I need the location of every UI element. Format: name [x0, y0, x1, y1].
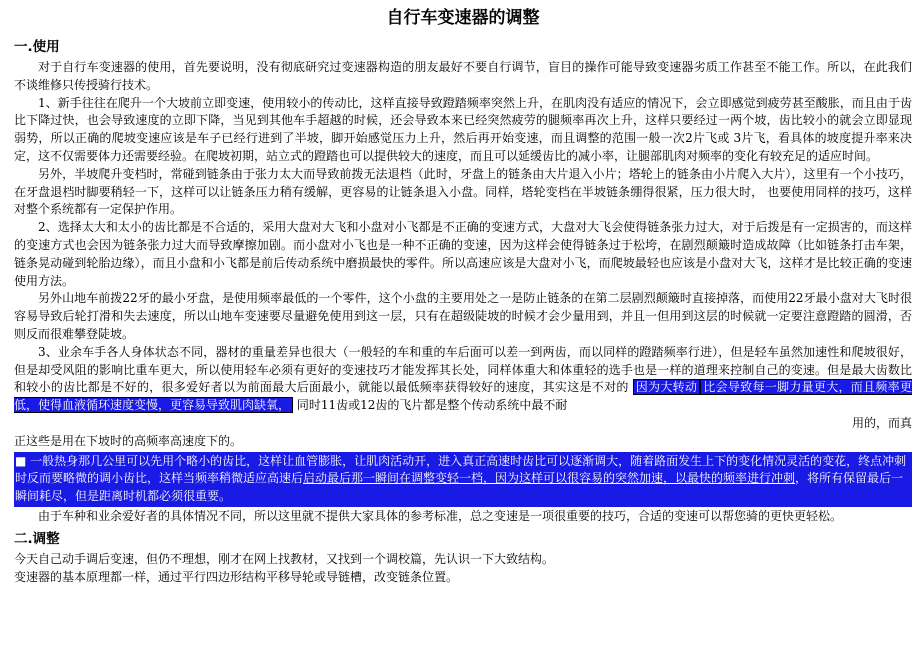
paragraph-conclusion: 由于车种和业余爱好者的具体情况不同，所以这里就不提供大家具体的参考标准，总之变速是一项很重要的技巧，合适的变速可以帮您骑的更快更轻松。	[38, 508, 843, 523]
highlighted-block	[14, 452, 912, 507]
highlighted-text-1: 因为大转动	[633, 379, 700, 395]
highlighted-block-text-a: 一般热身那几公里可以先用个略小的齿比，这样让血管膨胀，让肌肉活动开，进入真正高速时齿比可以逐渐调大，随着路面发生上下的变化情况灵活的变花，终点冲刺时反而要略微的调小齿比，这样当频率稍微适应高速后	[15, 453, 907, 486]
section-heading-adjustment: 二.调整	[14, 530, 60, 547]
paragraph-amateur-riders-cont: 同时11齿或12齿的飞片都是整个传动系统中最不耐	[296, 398, 568, 413]
paragraph-adjust-1: 今天自己动手调后变速，但仍不理想，刚才在网上找教材，又找到一个调校篇，先认识一下大致结构。	[14, 551, 555, 566]
paragraph-amateur-riders	[14, 344, 912, 415]
highlighted-block-underlined: 启动最后那一瞬间在调整变轻一档，因为这样可以很容易的突然加速，以最快的频率进行冲刺	[303, 471, 796, 486]
paragraph-amateur-riders-text: 3、业余车手各人身体状态不同，器材的重量差异也很大（一般轻的车和重的车后面可以差一到两齿，而以同样的蹬踏频率行进），但是轻车虽然加速性和爬坡很好，但是却受风阻的影响比重车更大，所以使用轻车必须有更好的变速技巧才能发挥其长处，同样体重大和体重轻的选手也是一样的道理来控制自己的变速。但是最大齿数比和较小的齿比都是不好的，很多爱好者以为前面最大后面最小，就能以最低频率获得较好的速度，其实这是不对的	[14, 344, 912, 395]
right-aligned-fragment: 用的，而真	[851, 415, 912, 430]
highlighted-block-text-b: ，将所有保留最后一瞬间耗尽，但是距离时机都必须很重要。	[15, 471, 904, 504]
paragraph-intro: 对于自行车变速器的使用，首先要说明，没有彻底研究过变速器构造的朋友最好不要自行调节，盲目的操作可能导致变速器劣质工作甚至不能工作。所以，在此我们不谈维修只传授骑行技术。	[14, 60, 912, 92]
highlighted-text-2: 比会导致每一脚力量更大，而且频率更低，使得血液循环速度变慢，更容易导致肌肉缺氧，	[14, 380, 912, 413]
paragraph-shifting-tip: 另外，半坡爬升变档时，常碰到链条由于张力太大而导致前拨无法退档（此时，牙盘上的链条由大片退入小片；塔轮上的链条由小片爬入大片），这里有一个小技巧，在牙盘退档时脚要稍轻一下，这样可以让链条压力稍有缓解，更容易的让链条退入小盘。同样，塔轮变档在半坡链条绷得很紧，压力很大时， 也要使用同样的技巧，这样对整个系统都有一定保护作用。	[14, 166, 912, 217]
paragraph-climbing: 1、新手往往在爬升一个大坡前立即变速，使用较小的传动比，这样直接导致蹬踏频率突然上升，在肌肉没有适应的情况下，会立即感觉到疲劳甚至酸胀，而且由于齿比下降过快，也会导致速度的立即下降，当见到其他车手超越的时候，还会导致本来已经突然疲劳的腿频率再次上升，这样只要经过一两个坡，齿比较小的就会立即显现弱势，所以正确的爬坡变速应该是车子已经行进到了半坡，脚开始感觉压力上升，然后再开始变速，而且调整的范围一般一次2片飞或 3片飞，看具体的坡度提升率来决定，这不仅需要体力还需要经验。在爬坡初期，站立式的蹬踏也可以提供较大的速度，而且可以延缓齿比的减小率，让腿部肌肉对频率的变化有较充足的适应时间。	[14, 95, 912, 163]
paragraph-adjust-2: 变速器的基本原理都一样，通过平行四边形结构平移导轮或导链槽，改变链条位置。	[14, 569, 459, 584]
section-heading-usage: 一.使用	[14, 39, 60, 55]
bullet-square-icon: ■	[15, 453, 27, 468]
paragraph-amateur-riders-end: 正这些是用在下坡时的高频率高速度下的。	[14, 433, 243, 448]
paragraph-small-chainring: 另外山地车前拨22牙的最小牙盘，是使用频率最低的一个零件，这个小盘的主要用处之一是防止链条的在第二层剧烈颠簸时直接掉落，而使用22牙最小盘对大飞时很容易导致后轮打滑和失去速度，所以山地车变速要尽量避免使用到这一层，只有在超级陡坡的时候才会少量用到，并且一但用到这层的时候就一定要注意蹬踏的圆滑，否则反而很难攀登陡坡。	[14, 291, 912, 341]
document-title: 自行车变速器的调整	[386, 8, 540, 28]
paragraph-gear-ratio: 2、选择太大和太小的齿比都是不合适的，采用大盘对大飞和小盘对小飞都是不正确的变速方式，大盘对大飞会使得链条张力过大，对于后拨是有一定损害的，而这样的变速方式也会因为链条张力过大而导致摩擦加剧。而小盘对小飞也是一种不正确的变速，因为这样会使得链条过于松垮，在剧烈颠簸时造成故障（比如链条打击车架，链条晃动碰到轮胎边缘），而且小盘和小飞都是前后传动系统中磨损最快的零件。所以高速应该是大盘对小飞，而爬坡最轻也应该是小盘对大飞，这样才是比较正确的变速使用方法。	[14, 220, 912, 288]
